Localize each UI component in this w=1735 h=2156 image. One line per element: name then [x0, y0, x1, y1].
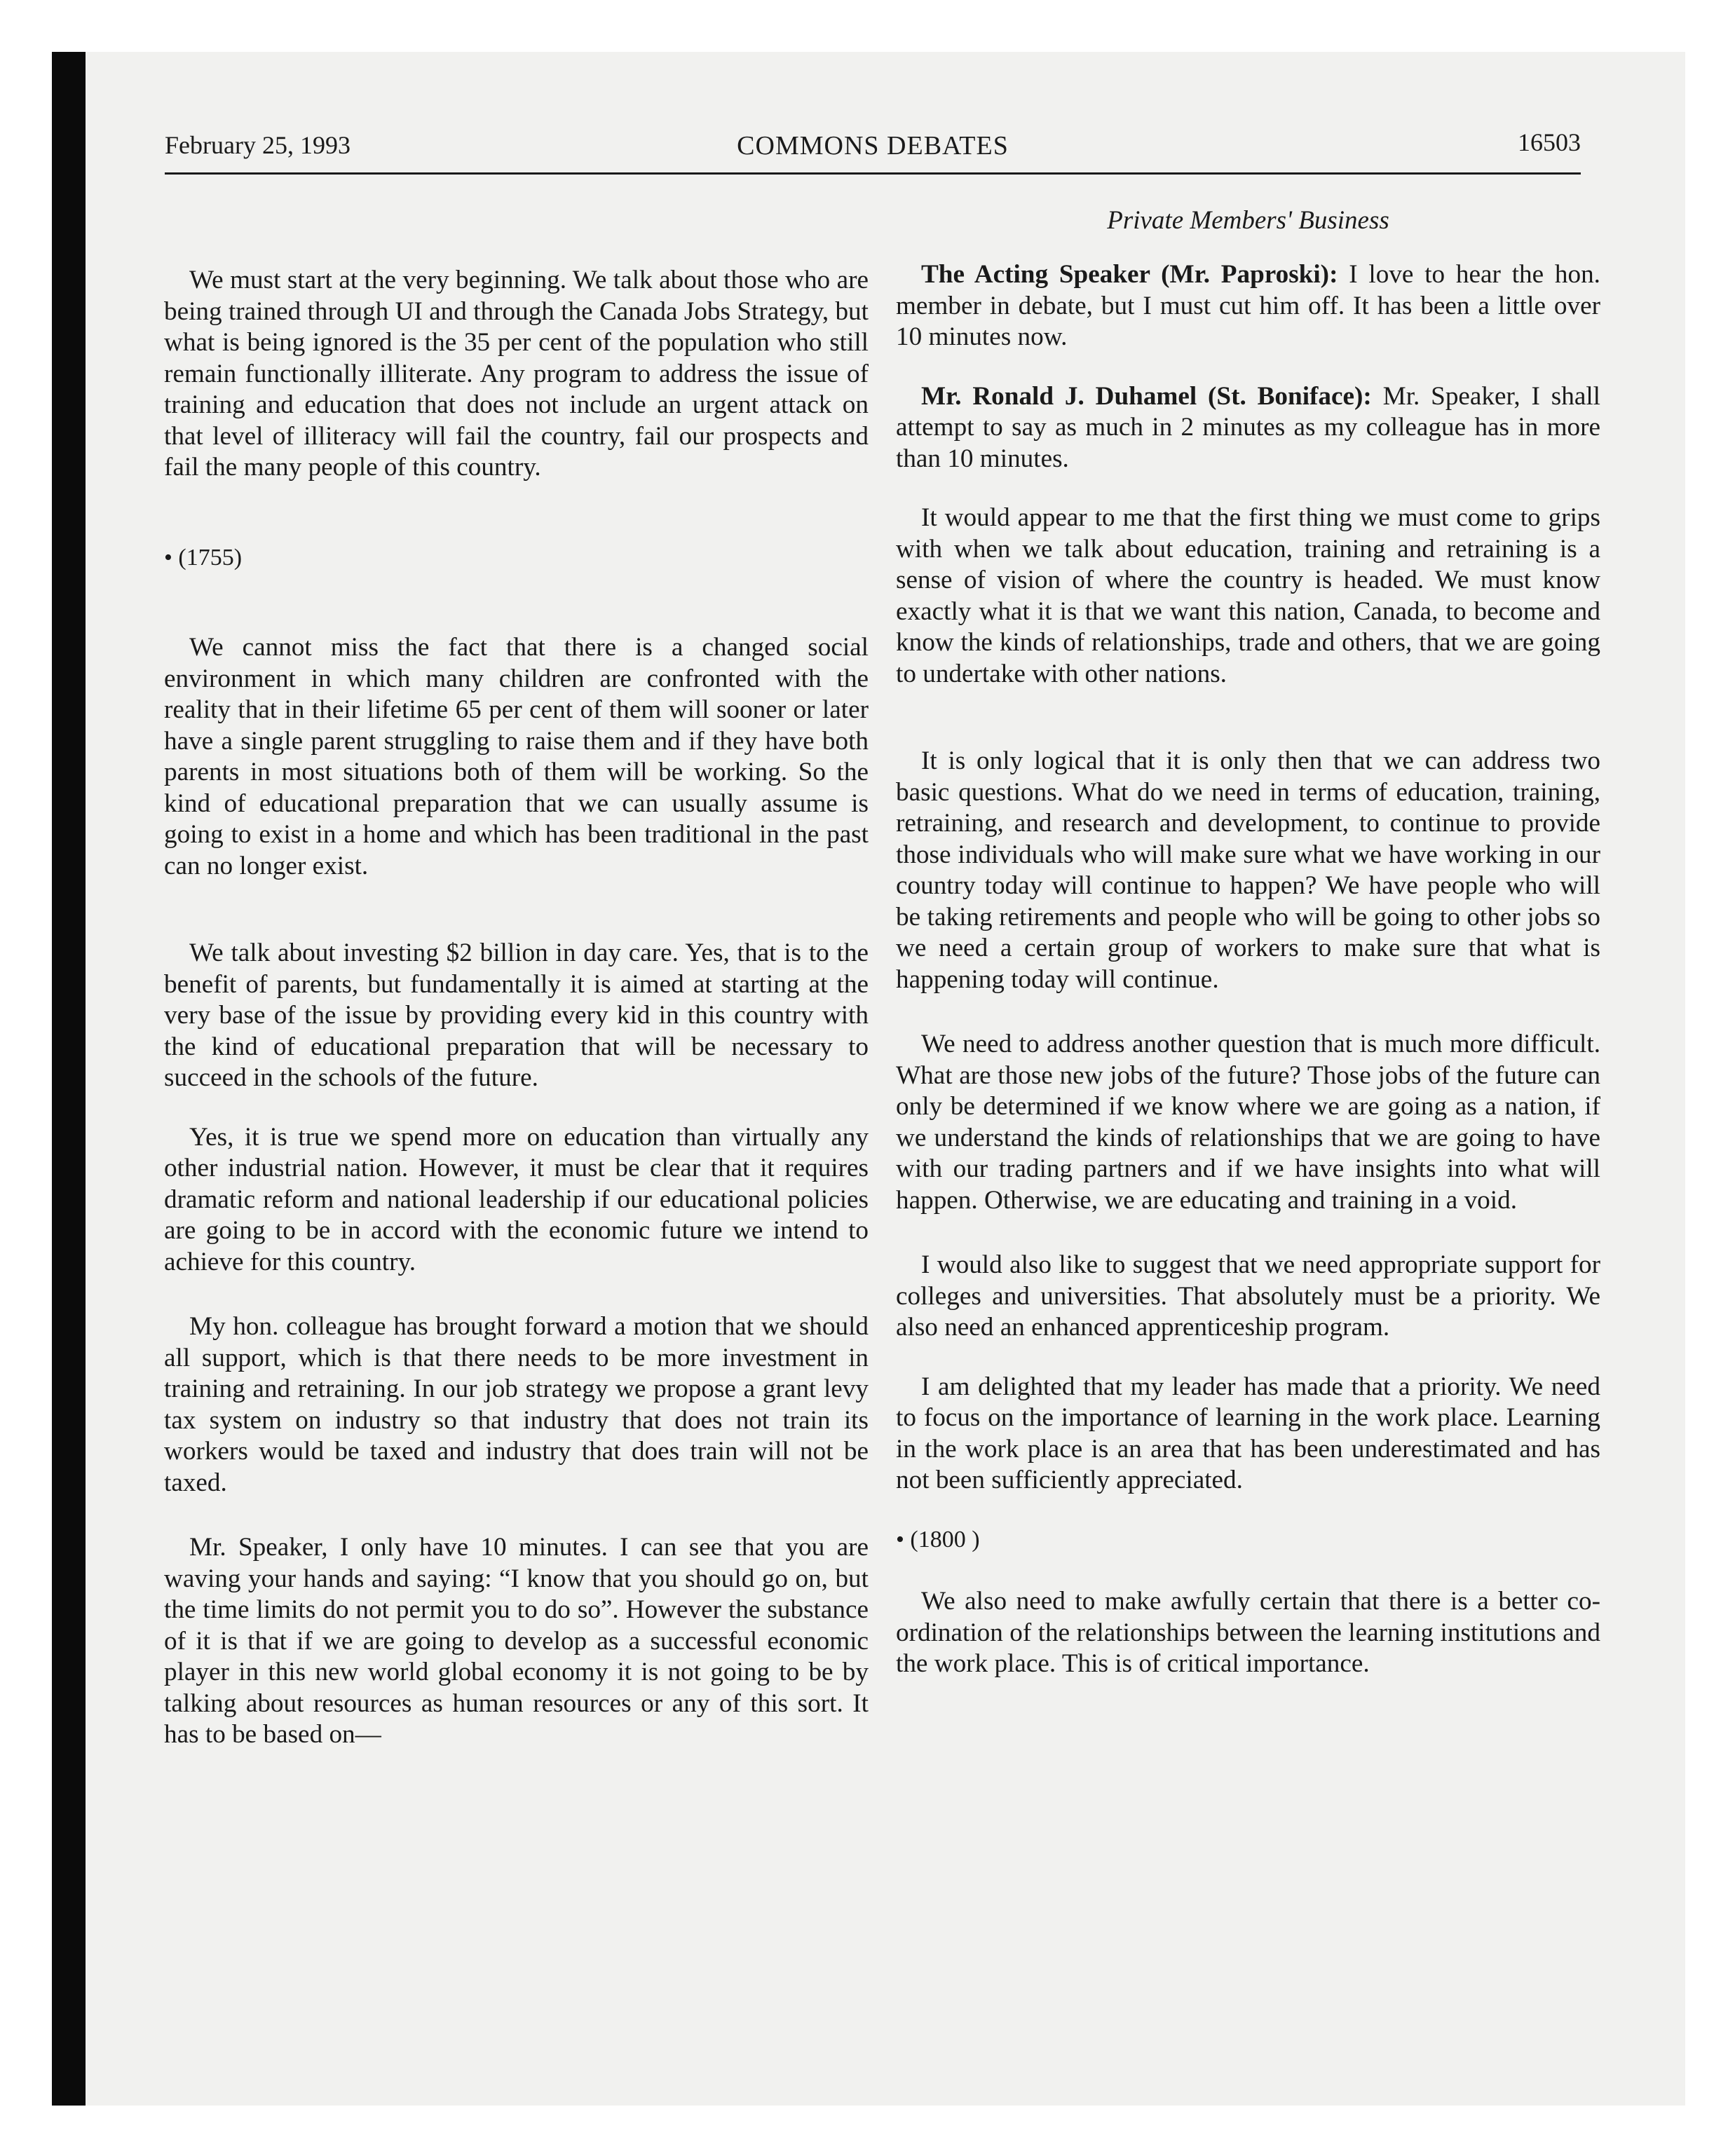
time-marker: • (1755) — [164, 544, 243, 571]
paragraph: It is only logical that it is only then that we can address two basic questions. What do we need in terms of education, training, retraining, and research and development, to continue to provide those individuals who will make sure what we have working in our country today will continue to happen? We have people who will be taking retirements and people who will be going to other jobs so we need a certain group of workers to make sure that what is happening today will continue. — [896, 746, 1600, 994]
right-column — [896, 259, 1600, 1680]
paragraph: I am delighted that my leader has made that a priority. We need to focus on the importance of learning in the work place. Learning in the work place is an area that has been underestimated and has not been sufficiently appreciated. — [896, 1372, 1600, 1494]
scan-edge-bar — [52, 52, 86, 2106]
paragraph: We must start at the very beginning. We talk about those who are being trained through UI and through the Canada Jobs Strategy, but what is being ignored is the 35 per cent of the population who still remain functionally illiterate. Any program to address the issue of training and education that does not include an urgent attack on that level of illiteracy will fail the country, fail our prospects and fail the many people of this country. — [164, 266, 869, 482]
paragraph — [896, 381, 1600, 475]
paragraph — [896, 259, 1600, 353]
section-heading: Private Members' Business — [1107, 206, 1389, 235]
paragraph: We cannot miss the fact that there is a changed social environment in which many children are confronted with the reality that in their lifetime 65 per cent of them will sooner or later have a single parent struggling to raise them and if they have both parents in most situations both of them will be working. So the kind of educational preparation that we can usually assume is going to exist in a home and which has been traditional in the past can no longer exist. — [164, 633, 869, 880]
paragraph: Mr. Speaker, I only have 10 minutes. I can see that you are waving your hands and saying: “I know that you should go on, but the time limits do not permit you to do so”. However the substance of it is that if we are going to develop as a successful economic player in this new world global economy it is not going to be by talking about resources as human resources or any of this sort. It has to be based on— — [164, 1533, 869, 1749]
left-column — [164, 265, 869, 1751]
paragraph: We talk about investing $2 billion in day care. Yes, that is to the benefit of parents, but fundamentally it is aimed at starting at the very base of the issue by providing every kid in this country with the kind of educational preparation that will be necessary to succeed in the schools of the future. — [164, 939, 869, 1092]
speaker-name: The Acting Speaker (Mr. Paproski): — [921, 260, 1338, 289]
page-header — [165, 130, 1581, 175]
paragraph: Yes, it is true we spend more on education than virtually any other industrial nation. However, it must be clear that it requires dramatic reform and national leadership if our educational policies are going to be in accord with the economic future we intend to achieve for this country. — [164, 1122, 869, 1276]
speech-text: Mr. Speaker, I shall attempt to say as much in 2 minutes as my colleague has in more than 10 minutes. — [896, 381, 1600, 473]
paragraph: I would also like to suggest that we need appropriate support for colleges and universities. That absolutely must be a priority. We also need an enhanced apprenticeship program. — [896, 1250, 1600, 1342]
paragraph: We need to address another question that is much more difficult. What are those new jobs of the future? Those jobs of the future can only be determined if we know where we are going as a nation, if we understand the kinds of relationships that we are going to have with our trading partners and if we have insights into what will happen. Otherwise, we are educating and training in a void. — [896, 1030, 1600, 1215]
header-title: COMMONS DEBATES — [737, 131, 1009, 161]
time-marker: • (1800 ) — [896, 1526, 980, 1553]
header-page-number: 16503 — [1518, 128, 1581, 156]
paragraph: My hon. colleague has brought forward a motion that we should all support, which is that there needs to be more investment in training and retraining. In our job strategy we propose a grant levy tax system on industry so that industry that does not train its workers would be taxed and industry that does train will not be taxed. — [164, 1312, 869, 1497]
paragraph: We also need to make awfully certain that there is a better co-ordination of the relationships between the learning institutions and the work place. This is of critical importance. — [896, 1587, 1600, 1678]
speech-text: I love to hear the hon. member in debate, but I must cut him off. It has been a little over 10 minutes now. — [896, 260, 1600, 351]
paragraph: It would appear to me that the first thing we must come to grips with when we talk about education, training and retraining is a sense of vision of where the country is headed. We must know exactly what it is that we want this nation, Canada, to become and know the kinds of relationships, trade and others, that we are going to undertake with other nations. — [896, 503, 1600, 688]
speaker-name: Mr. Ronald J. Duhamel (St. Boniface): — [921, 381, 1372, 411]
header-date: February 25, 1993 — [165, 131, 351, 159]
